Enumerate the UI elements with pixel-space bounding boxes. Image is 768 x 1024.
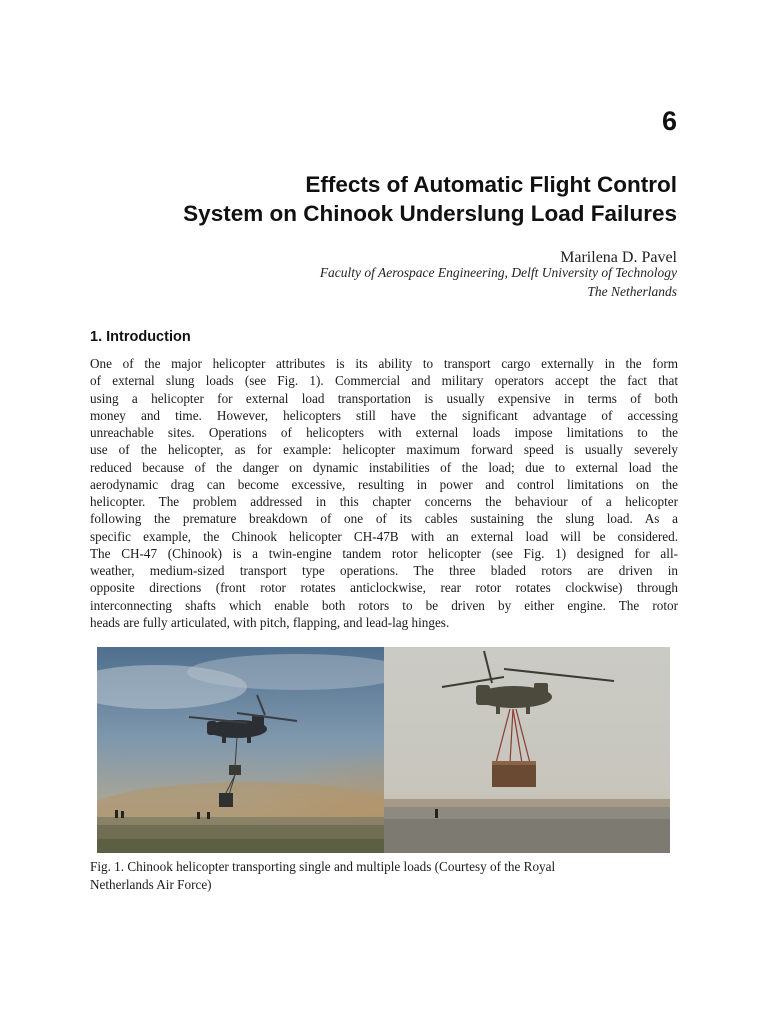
paragraph-line: helicopter. The problem addressed in this chapter concerns the behaviour of a helicopter (90, 494, 678, 509)
paragraph-line: using a helicopter for external load transportation is usually expensive in terms of both (90, 390, 678, 406)
paragraph-line: aerodynamic drag can become excessive, resulting in power and control limitations on the (90, 476, 678, 492)
paragraph-line: money and time. However, helicopters still have the significant advantage of accessing (90, 407, 678, 423)
figure-caption (90, 858, 680, 893)
paragraph-line: One of the major helicopter attributes is its ability to transport cargo externally in the form (90, 356, 678, 371)
figure-caption-line-1: Fig. 1. Chinook helicopter transporting single and multiple loads (Courtesy of the Royal (90, 859, 556, 874)
chapter-title-line-2: System on Chinook Underslung Load Failures (183, 201, 677, 226)
paragraph-line: use of the helicopter, as for example: helicopter maximum forward speed is usually severely (90, 442, 678, 458)
chapter-title-line-1: Effects of Automatic Flight Control (305, 172, 677, 197)
affiliation-line-1: Faculty of Aerospace Engineering, Delft University of Technology (319, 265, 677, 280)
paragraph-line: heads are fully articulated, with pitch, flapping, and lead-lag hinges. (90, 614, 450, 630)
affiliation-line-2: The Netherlands (587, 284, 677, 299)
paragraph-line: interconnecting shafts which enable both rotors to be driven by either engine. The rotor (90, 597, 678, 613)
author-affiliation (117, 263, 677, 301)
photo-chinook-multiple-loads (384, 647, 670, 853)
paragraph-line: opposite directions (front rotor rotates anticlockwise, rear rotor rotates clockwise) through (90, 580, 678, 596)
paragraph-line: specific example, the Chinook helicopter CH-47B with an external load will be considered. (90, 528, 678, 544)
photo-chinook-single-load (97, 647, 384, 853)
introduction-paragraph (90, 355, 678, 631)
paragraph-line: weather, medium-sized transport type operations. The three bladed rotors are driven in (90, 563, 678, 578)
chapter-title (77, 170, 677, 228)
figure-1 (97, 647, 670, 853)
paragraph-line: The CH-47 (Chinook) is a twin-engine tandem rotor helicopter (see Fig. 1) designed for all- (90, 545, 678, 561)
paragraph-line: reduced because of the danger on dynamic instabilities of the load; due to external load the (90, 459, 678, 475)
photo-chinook-single-load-image (97, 647, 384, 853)
photo-chinook-multiple-loads-image (384, 647, 670, 853)
section-heading: 1. Introduction (90, 329, 191, 345)
figure-caption-line-2: Netherlands Air Force) (90, 876, 212, 892)
author-name: Marilena D. Pavel (560, 249, 677, 266)
paragraph-line: following the premature breakdown of one of its cables sustaining the slung load. As a (90, 511, 678, 527)
paragraph-line: of external slung loads (see Fig. 1). Commercial and military operators accept the fact that (90, 373, 678, 389)
chapter-number: 6 (661, 106, 677, 136)
paragraph-line: unreachable sites. Operations of helicopters with external loads impose limitations to the (90, 425, 678, 440)
